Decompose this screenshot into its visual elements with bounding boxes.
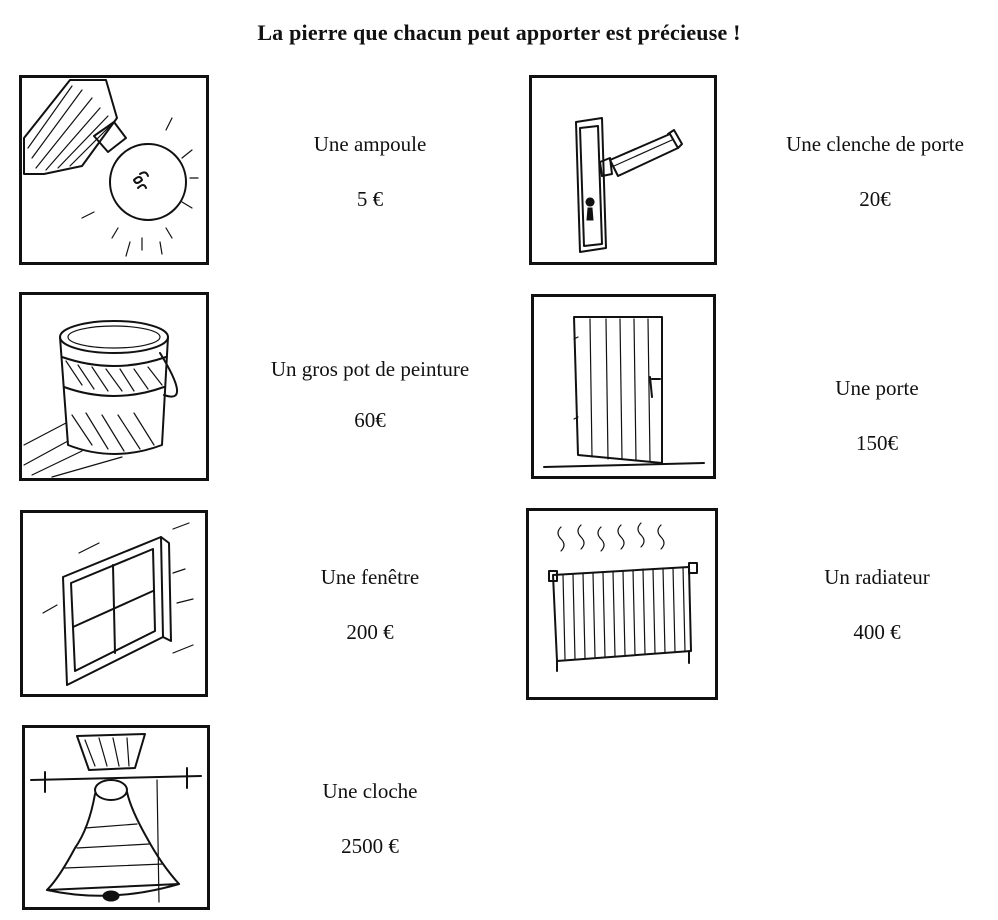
window-icon — [23, 513, 205, 694]
item-price: 5 € — [356, 186, 384, 211]
item-name: Une clenche de porte — [786, 132, 964, 156]
bell-icon — [25, 728, 207, 907]
item-price: 2500 € — [341, 833, 399, 858]
light-bulb-frame — [19, 75, 209, 265]
page-title: La pierre que chacun peut apporter est précieuse ! — [257, 20, 741, 45]
item-caption — [752, 128, 998, 215]
item-name: Une fenêtre — [320, 565, 420, 589]
item-name: Une porte — [835, 376, 919, 400]
item-caption — [752, 372, 998, 459]
item-caption — [245, 353, 495, 436]
door-handle-icon — [532, 78, 714, 262]
door-handle-frame — [529, 75, 717, 265]
item-price: 200 € — [346, 619, 394, 644]
item-price: 400 € — [853, 619, 901, 644]
paint-pot-frame — [19, 292, 209, 481]
item-name: Une ampoule — [313, 132, 427, 156]
bell-frame — [22, 725, 210, 910]
item-caption — [245, 128, 495, 215]
item-name: Un radiateur — [824, 565, 930, 589]
light-bulb-icon — [22, 78, 206, 262]
window-frame — [20, 510, 208, 697]
item-name: Une cloche — [322, 779, 418, 803]
door-frame — [531, 294, 716, 479]
item-price: 150€ — [856, 430, 898, 455]
radiator-icon — [529, 511, 715, 697]
paint-pot-icon — [22, 295, 206, 478]
item-caption — [752, 561, 998, 648]
item-name: Un gros pot de peinture — [270, 357, 470, 381]
item-price: 20€ — [859, 186, 891, 211]
radiator-frame — [526, 508, 718, 700]
item-caption — [245, 561, 495, 648]
item-caption — [245, 775, 495, 862]
item-price: 60€ — [354, 407, 386, 432]
door-icon — [534, 297, 713, 476]
